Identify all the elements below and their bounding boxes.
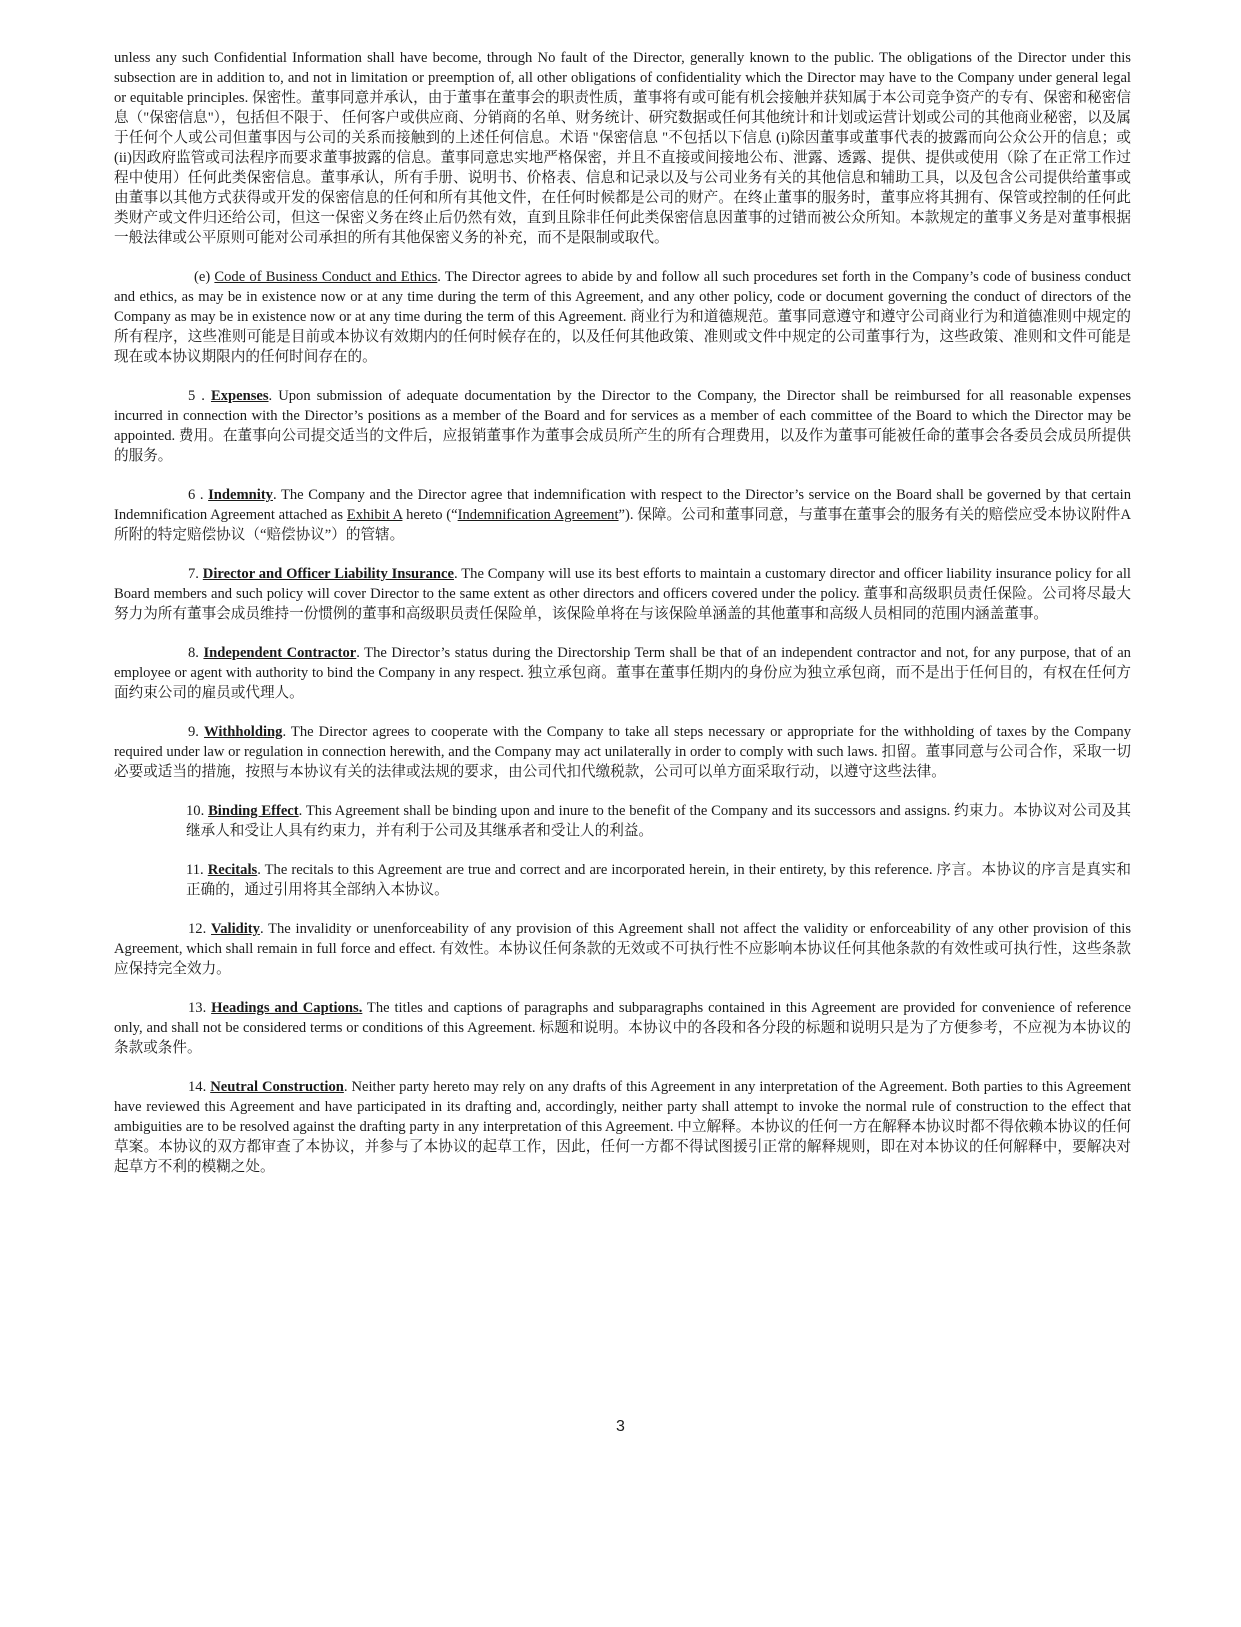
section-14-neutral-construction: 14. Neutral Construction. Neither party hereto may rely on any drafts of this Agreement in any interpretation of the Agreement. Both parties to this Agreement have reviewed this Agreement and have participated in its drafting and, accordingly, neither party shall attempt to invoke the normal rule of construction to the effect that ambiguities are to be resolved against the drafting party in any interpretation of this Agreement. 中立解释。本协议的任何一方在解释本协议时都不得依赖本协议的任何草案。本协议的双方都审查了本协议，并参与了本协议的起草工作，因此，任何一方都不得试图援引正常的解释规则，即在对本协议的任何解释中，要解决对起草方不利的模糊之处。 (114, 1079, 1131, 1175)
para-zh: 保密性。董事同意并承认，由于董事在董事会的职责性质，董事将有或可能有机会接触并获知属于本公司竞争资产的专有、保密和秘密信息（"保密信息"），包括但不限于、 任何客户或供应商、分销商的名单、财务统计、研究数据或任何其他统计和计划或运营计划或公司的其他商业秘密，以及属于任何个人或公司但董事因与公司的关系而接触到的上述任何信息。术语 "保密信息 "不包括以下信息 (i)除因董事或董事代表的披露而向公众公开的信息；或(ii)因政府监管或司法程序而要求董事披露的信息。董事同意忠实地严格保密，并且不直接或间接地公布、泄露、透露、提供、提供或使用（除了在正常工作过程中使用）任何此类保密信息。董事承认，所有手册、说明书、价格表、信息和记录以及与公司业务有关的其他信息和辅助工具，以及包含公司提供给董事或由董事以其他方式获得或开发的保密信息的任何和所有其他文件，在任何时候都是公司的财产。在终止董事的服务时，董事应将其拥有、保管或控制的任何此类财产或文件归还给公司，但这一保密义务在终止后仍然有效，直到且除非任何此类保密信息因董事的过错而被公众所知。本款规定的董事义务是对董事根据一般法律或公平原则可能对公司承担的所有其他保密义务的补充，而不是限制或取代。 (114, 90, 1132, 246)
section-heading: Headings and Captions. (211, 1000, 363, 1016)
section-heading: Code of Business Conduct and Ethics (214, 269, 438, 285)
section-heading: Indemnity (208, 487, 273, 503)
section-heading: Withholding (204, 724, 283, 740)
para-en: unless any such Confidential Information shall have become, through No fault of the Director, generally known to the public. The obligations of the Director under this subsection are in addition to, and not in limitation or preemption of, all other obligations of confidentiality which the Director may have to the Company under general legal or equitable principles. (114, 50, 1131, 106)
section-6-indemnity: 6 . Indemnity. The Company and the Director agree that indemnification with respect to the Director’s service on the Board shall be governed by that certain Indemnification Agreement attached as Exhibit A hereto (“Indemnification Agreement”). 保障。公司和董事同意，与董事在董事会的服务有关的赔偿应受本协议附件A所附的特定赔偿协议（“赔偿协议”）的管辖。 (114, 487, 1131, 543)
exhibit-a-reference: Exhibit A (346, 507, 403, 523)
page-number: 3 (616, 1418, 625, 1435)
section-10-binding-effect: 10. Binding Effect. This Agreement shall be binding upon and inure to the benefit of the Company and its successors and assigns. 约束力。本协议对公司及其继承人和受让人具有约束力，并有利于公司及其继承者和受让人的利益。 (186, 803, 1131, 839)
section-13-headings: 13. Headings and Captions. The titles and captions of paragraphs and subparagraphs contained in this Agreement are provided for convenience of reference only, and shall not be considered terms or conditions of this Agreement. 标题和说明。本协议中的各段和各分段的标题和说明只是为了方便参考，不应视为本协议的条款或条件。 (114, 1000, 1131, 1056)
section-9-withholding: 9. Withholding. The Director agrees to cooperate with the Company to take all steps necessary or appropriate for the withholding of taxes by the Company required under law or regulation in connection herewith, and the Company may act unilaterally in order to comply with such laws. 扣留。董事同意与公司合作，采取一切必要或适当的措施，按照与本协议有关的法律或法规的要求，由公司代扣代缴税款，公司可以单方面采取行动，以遵守这些法律。 (114, 724, 1131, 780)
section-11-recitals: 11. Recitals. The recitals to this Agreement are true and correct and are incorporated herein, in their entirety, by this reference. 序言。本协议的序言是真实和正确的，通过引用将其全部纳入本协议。 (186, 862, 1131, 898)
section-8-independent-contractor: 8. Independent Contractor. The Director’s status during the Directorship Term shall be that of an independent contractor and not, for any purpose, that of an employee or agent with authority to bind the Company in any respect. 独立承包商。董事在董事任期内的身份应为独立承包商，而不是出于任何目的，有权在任何方面约束公司的雇员或代理人。 (114, 645, 1131, 701)
section-heading: Recitals (207, 862, 258, 878)
confidentiality-paragraph (114, 48, 1131, 248)
section-heading: Binding Effect (208, 803, 299, 819)
section-heading: Director and Officer Liability Insurance (202, 566, 455, 582)
section-heading: Neutral Construction (210, 1079, 344, 1095)
section-e-code-of-conduct: (e) Code of Business Conduct and Ethics. The Director agrees to abide by and follow all such procedures set forth in the Company’s code of business conduct and ethics, as may be in existence now or at any time during the term of this Agreement, and any other policy, code or document governing the conduct of directors of the Company as may be in existence now or at any time during the term of this Agreement. 商业行为和道德规范。董事同意遵守和遵守公司商业行为和道德准则中规定的所有程序，这些准则可能是目前或本协议有效期内的任何时候存在的，以及任何其他政策、准则或文件中规定的公司董事行为，这些政策、准则和文件可能是现在或本协议期限内的任何时间存在的。 (114, 269, 1131, 365)
section-heading: Expenses (210, 388, 269, 404)
section-7-insurance: 7. Director and Officer Liability Insurance. The Company will use its best efforts to maintain a customary director and officer liability insurance policy for all Board members and such policy will cover Director to the same extent as other directors and officers covered under the policy. 董事和高级职员责任保险。公司将尽最大努力为所有董事会成员维持一份惯例的董事和高级职员责任保险单，该保险单将在与该保险单涵盖的其他董事和高级人员相同的范围内涵盖董事。 (114, 566, 1131, 622)
indemnification-agreement-term: Indemnification Agreement (457, 507, 619, 523)
section-5-expenses: 5 . Expenses. Upon submission of adequate documentation by the Director to the Company, the Director shall be reimbursed for all reasonable expenses incurred in connection with the Director’s positions as a member of the Board and for services as a member of each committee of the Board to which the Director may be appointed. 费用。在董事向公司提交适当的文件后，应报销董事作为董事会成员所产生的所有合理费用，以及作为董事可能被任命的董事会各委员会成员所提供的服务。 (114, 388, 1131, 464)
section-12-validity: 12. Validity. The invalidity or unenforceability of any provision of this Agreement shall not affect the validity or enforceability of any other provision of this Agreement, which shall remain in full force and effect. 有效性。本协议任何条款的无效或不可执行性不应影响本协议任何其他条款的有效性或可执行性，这些条款应保持完全效力。 (114, 921, 1131, 977)
section-heading: Validity (211, 921, 260, 937)
section-heading: Independent Contractor (203, 645, 357, 661)
